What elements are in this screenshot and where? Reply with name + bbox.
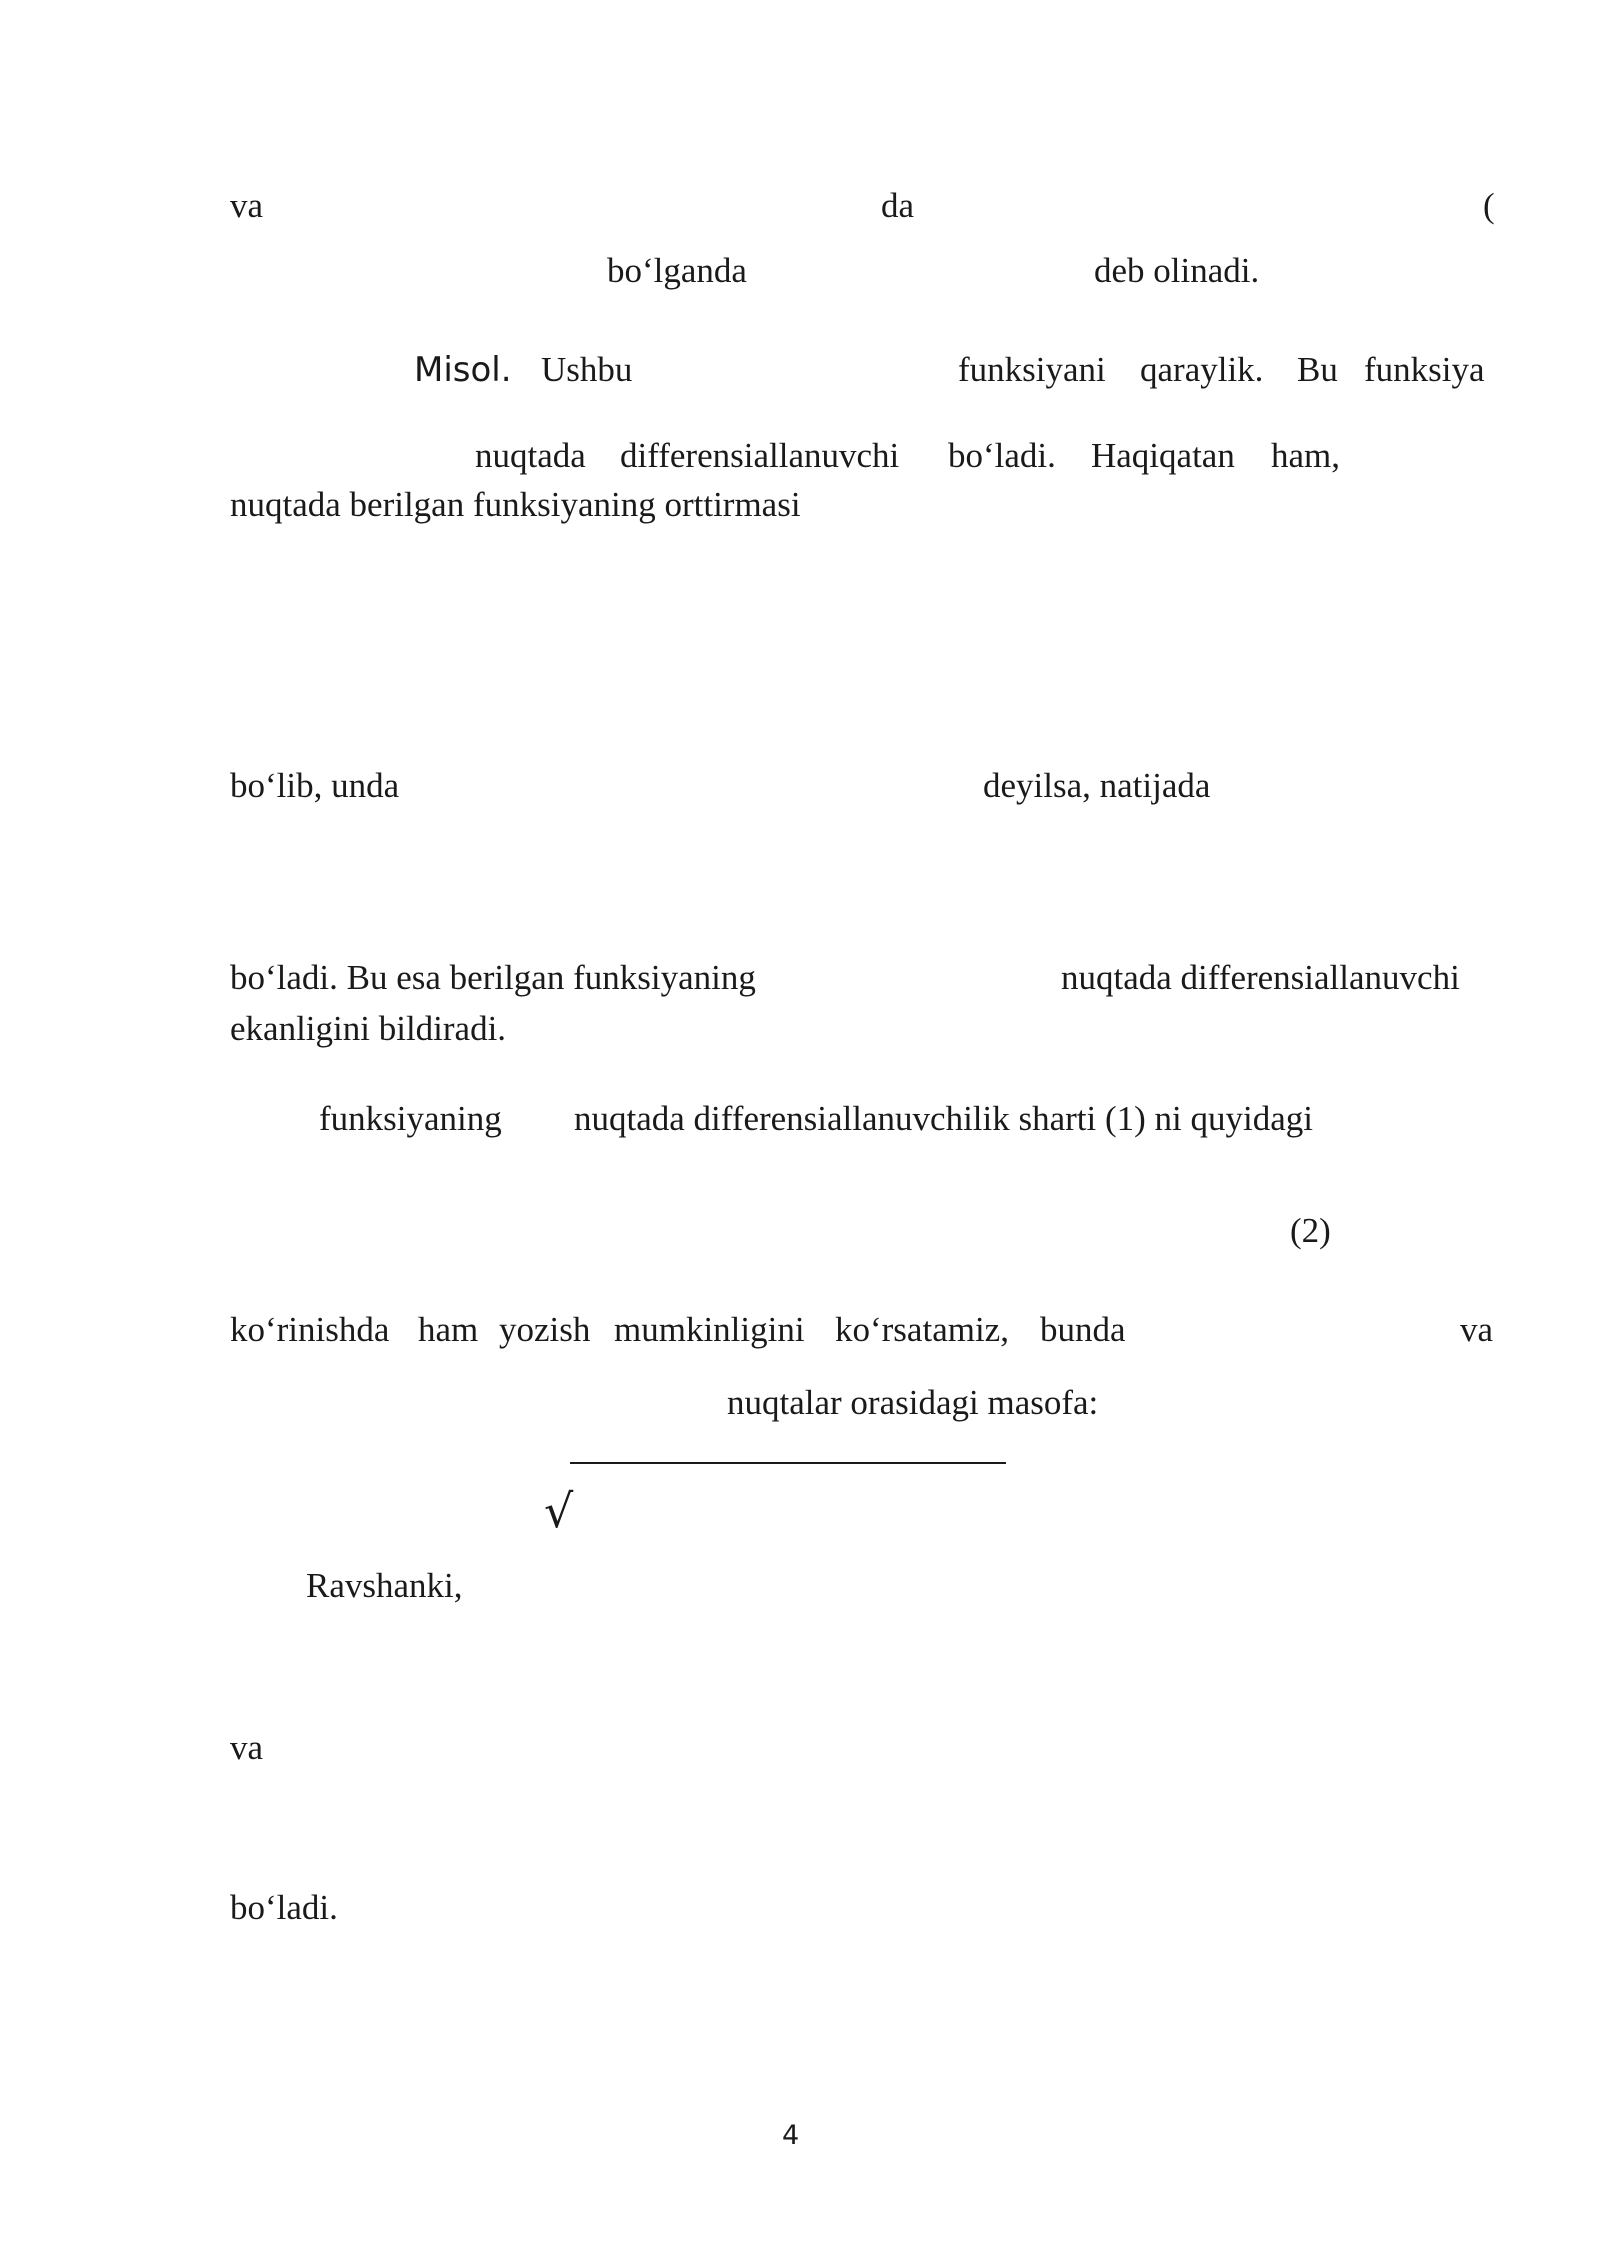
text-bolganda: bo‘lganda xyxy=(607,251,747,290)
text-funksiyani: funksiyani xyxy=(958,350,1106,389)
text-ravshanki: Ravshanki, xyxy=(306,1566,463,1605)
text-qaraylik: qaraylik. xyxy=(1140,350,1264,389)
text-ekanligini-bildiradi: ekanligini bildiradi. xyxy=(230,1009,507,1048)
text-bolib-unda: bo‘lib, unda xyxy=(230,766,400,805)
text-funksiyaning: funksiyaning xyxy=(319,1099,502,1138)
text-open-paren: ( xyxy=(1483,186,1495,225)
text-boladi-final: bo‘ladi. xyxy=(230,1888,338,1927)
text-mumkinligini: mumkinligini xyxy=(614,1310,805,1349)
text-deb-olinadi: deb olinadi. xyxy=(1094,251,1260,290)
text-nuqtada: nuqtada xyxy=(475,436,586,475)
text-bu: Bu xyxy=(1297,350,1338,389)
page-number: 4 xyxy=(782,2120,800,2151)
text-da: da xyxy=(881,186,915,225)
text-ham: ham, xyxy=(1271,436,1341,475)
text-korsatamiz: ko‘rsatamiz, xyxy=(835,1310,1009,1349)
text-ham-2: ham xyxy=(418,1310,479,1349)
text-va-3: va xyxy=(230,1728,264,1767)
square-root-sign: √ xyxy=(544,1484,574,1538)
text-korinishda: ko‘rinishda xyxy=(230,1310,390,1349)
square-root-bar xyxy=(570,1462,1006,1464)
text-ushbu: Ushbu xyxy=(541,350,633,389)
text-va-1: va xyxy=(230,186,264,225)
text-increment-line: nuqtada berilgan funksiyaning orttirmasi xyxy=(230,485,801,524)
example-heading: Misol. xyxy=(414,350,512,390)
text-haqiqatan: Haqiqatan xyxy=(1091,436,1235,475)
text-nuqtada-differensiallanuvchi: nuqtada differensiallanuvchi xyxy=(1061,958,1460,997)
text-bunda: bunda xyxy=(1040,1310,1126,1349)
text-yozish: yozish xyxy=(499,1310,591,1349)
text-va-2: va xyxy=(1460,1310,1494,1349)
text-condition-line: nuqtada differensiallanuvchilik sharti (1) ni quyidagi xyxy=(574,1099,1314,1138)
text-boladi: bo‘ladi. xyxy=(948,436,1056,475)
text-differensiallanuvchi: differensiallanuvchi xyxy=(620,436,900,475)
equation-number: (2) xyxy=(1290,1211,1331,1250)
text-boladi-bu-esa: bo‘ladi. Bu esa berilgan funksiyaning xyxy=(230,958,756,997)
text-deyilsa-natijada: deyilsa, natijada xyxy=(983,766,1211,805)
text-nuqtalar-masofa: nuqtalar orasidagi masofa: xyxy=(727,1383,1099,1422)
text-funksiya: funksiya xyxy=(1364,350,1485,389)
